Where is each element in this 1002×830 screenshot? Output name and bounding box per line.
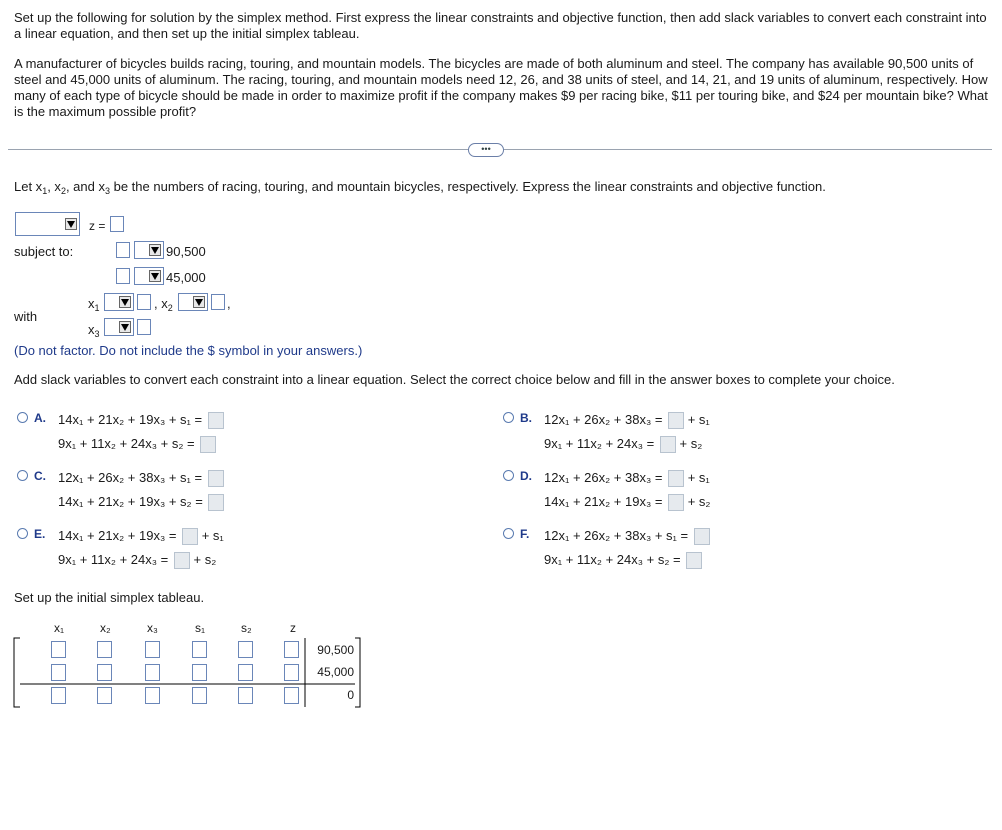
z-label: z = (89, 219, 106, 233)
tableau-cell-r1-c6[interactable] (284, 641, 299, 658)
problem-text: A manufacturer of bicycles builds racing, touring, and mountain models. The bicycles are made of both aluminum and steel. The company has available 90,500 units of steel and 45,000 units of aluminum. The racing, touring, and mountain models need 12, 26, and 38 units of steel, and 14, 21, and 19 units of aluminum, respectively. How many of each type of bicycle should be made in order to maximize profit if the company makes $9 per racing bike, $11 per touring bike, and $24 per mountain bike? What is the maximum possible profit? (14, 56, 988, 119)
option-e-line2: 9x₁ + 11x₂ + 24x₃ = + s₂ (58, 552, 216, 569)
subject-to-label: subject to: (14, 244, 74, 259)
let-statement: Let $x_1$, $x_2$, and $x_3$ be the numbers of racing, touring, and mountain bicycles, respectively. Express the linear constraints and objective function. (14, 179, 826, 196)
option-a-label: A. (34, 411, 46, 425)
with-label: with (14, 309, 38, 324)
tableau-header-s1: s₁ (195, 621, 206, 635)
option-d-label: D. (520, 469, 532, 483)
tableau-cell-r3-c5[interactable] (238, 687, 253, 704)
option-d-line1: 12x₁ + 26x₂ + 38x₃ = + s₁ (544, 470, 710, 487)
tableau-header-z: z (290, 621, 296, 635)
tableau-cell-r3-c2[interactable] (97, 687, 112, 704)
tableau-cell-r1-c3[interactable] (145, 641, 160, 658)
x3-label: $x_3$ (88, 322, 100, 339)
tableau-header-x3: x₃ (147, 621, 158, 635)
tableau-header-s2: s₂ (241, 621, 252, 635)
answer-note: (Do not factor. Do not include the $ symbol in your answers.) (14, 343, 363, 358)
comma-label: , (227, 296, 231, 311)
option-c-line2: 14x₁ + 21x₂ + 19x₃ + s₂ = (58, 494, 224, 511)
option-b-line1: 12x₁ + 26x₂ + 38x₃ = + s₁ (544, 412, 710, 429)
option-d-line2: 14x₁ + 21x₂ + 19x₃ = + s₂ (544, 494, 710, 511)
x2-label: , $x_2$ (154, 296, 173, 313)
option-a-line2: 9x₁ + 11x₂ + 24x₃ + s₂ = (58, 436, 216, 453)
tableau-cell-r1-c5[interactable] (238, 641, 253, 658)
option-f-label: F. (520, 527, 530, 541)
option-c-line1: 12x₁ + 26x₂ + 38x₃ + s₁ = (58, 470, 224, 487)
option-b-label: B. (520, 411, 532, 425)
x1-label: $x_1$ (88, 296, 100, 313)
tableau-cell-r3-c4[interactable] (192, 687, 207, 704)
tableau-cell-r2-c4[interactable] (192, 664, 207, 681)
option-f-line2: 9x₁ + 11x₂ + 24x₃ + s₂ = (544, 552, 702, 569)
constraint2-rhs: 45,000 (166, 270, 206, 285)
tableau-cell-r3-c6[interactable] (284, 687, 299, 704)
tableau-header-x1: x₁ (54, 621, 65, 635)
slack-instruction: Add slack variables to convert each constraint into a linear equation. Select the correct choice below and fill in the answer boxes to complete your choice. (14, 372, 895, 387)
option-f-line1: 12x₁ + 26x₂ + 38x₃ + s₁ = (544, 528, 710, 545)
expand-button[interactable]: ••• (468, 143, 504, 157)
tableau-cell-r1-c4[interactable] (192, 641, 207, 658)
option-e-label: E. (34, 527, 46, 541)
tableau-header-x2: x₂ (100, 621, 111, 635)
option-b-line2: 9x₁ + 11x₂ + 24x₃ = + s₂ (544, 436, 702, 453)
option-c-label: C. (34, 469, 46, 483)
tableau-rhs-row1: 90,500 (317, 643, 354, 657)
tableau-cell-r2-c3[interactable] (145, 664, 160, 681)
tableau-cell-r2-c6[interactable] (284, 664, 299, 681)
tableau-cell-r1-c2[interactable] (97, 641, 112, 658)
intro-text: Set up the following for solution by the simplex method. First express the linear constraints and objective function, then add slack variables to convert each constraint into a linear equation, and then set up the initial simplex tableau. (14, 10, 987, 41)
tableau-rhs-row3: 0 (347, 688, 354, 702)
tableau-cell-r3-c1[interactable] (51, 687, 66, 704)
tableau-cell-r2-c1[interactable] (51, 664, 66, 681)
tableau-cell-r2-c2[interactable] (97, 664, 112, 681)
tableau-cell-r3-c3[interactable] (145, 687, 160, 704)
constraint1-rhs: 90,500 (166, 244, 206, 259)
tableau-rhs-row2: 45,000 (317, 665, 354, 679)
option-a-line1: 14x₁ + 21x₂ + 19x₃ + s₁ = (58, 412, 224, 429)
option-e-line1: 14x₁ + 21x₂ + 19x₃ = + s₁ (58, 528, 224, 545)
tableau-cell-r1-c1[interactable] (51, 641, 66, 658)
tableau-cell-r2-c5[interactable] (238, 664, 253, 681)
tableau-title: Set up the initial simplex tableau. (14, 590, 205, 605)
